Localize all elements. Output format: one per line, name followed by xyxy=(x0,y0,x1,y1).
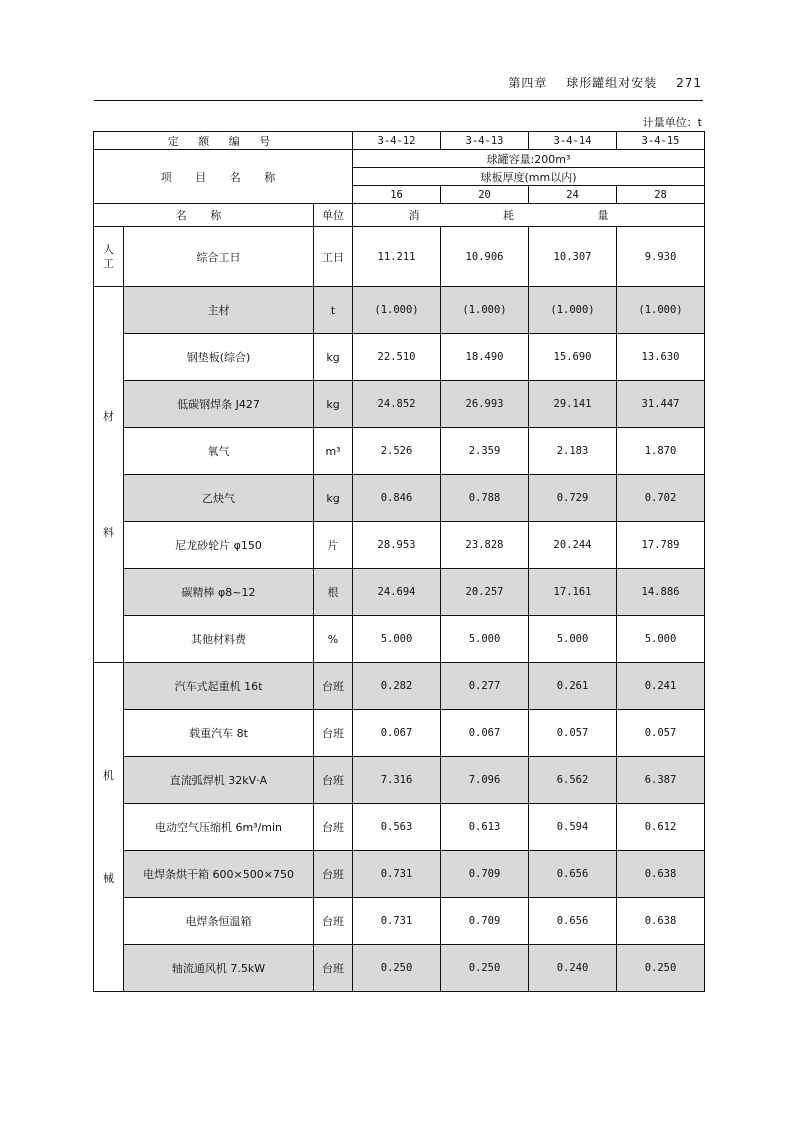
item-name: 直流弧焊机 32kV·A xyxy=(124,757,314,804)
consumption-value: 10.307 xyxy=(529,227,617,287)
consumption-value: 5.000 xyxy=(441,616,529,663)
machinery-row xyxy=(94,898,705,945)
quota-table xyxy=(93,131,705,992)
capacity-row xyxy=(94,150,705,168)
quota-no-label: 定 额 编 号 xyxy=(94,132,353,150)
consumption-value: 0.067 xyxy=(353,710,441,757)
consumption-value: 0.241 xyxy=(617,663,705,710)
consumption-value: 1.870 xyxy=(617,428,705,475)
item-unit: t xyxy=(314,287,353,334)
consumption-value: 0.612 xyxy=(617,804,705,851)
consumption-value: 7.096 xyxy=(441,757,529,804)
thickness-value: 16 xyxy=(353,186,441,204)
consumption-value: (1.000) xyxy=(529,287,617,334)
unit-column-header: 单位 xyxy=(314,204,353,227)
quota-code-row xyxy=(94,132,705,150)
consumption-value: 24.694 xyxy=(353,569,441,616)
thickness-value: 28 xyxy=(617,186,705,204)
consumption-value: 5.000 xyxy=(529,616,617,663)
consumption-value: 0.709 xyxy=(441,898,529,945)
item-name: 载重汽车 8t xyxy=(124,710,314,757)
item-name: 综合工日 xyxy=(124,227,314,287)
materials-row xyxy=(94,428,705,475)
item-name: 电动空气压缩机 6m³/min xyxy=(124,804,314,851)
machinery-row xyxy=(94,851,705,898)
consumption-value: 0.250 xyxy=(617,945,705,992)
machinery-row xyxy=(94,757,705,804)
consumption-value: 0.846 xyxy=(353,475,441,522)
item-name: 汽车式起重机 16t xyxy=(124,663,314,710)
consumption-value: 0.277 xyxy=(441,663,529,710)
chapter-label: 第四章 xyxy=(508,76,548,90)
quota-code: 3-4-14 xyxy=(529,132,617,150)
consumption-value: 0.638 xyxy=(617,851,705,898)
consumption-value: 0.282 xyxy=(353,663,441,710)
item-unit: 片 xyxy=(314,522,353,569)
category-char: 工 xyxy=(103,256,114,270)
header-rule xyxy=(94,100,703,101)
item-unit: 台班 xyxy=(314,757,353,804)
labor-category-label xyxy=(94,227,124,287)
consumption-value: 0.656 xyxy=(529,898,617,945)
column-header-row xyxy=(94,204,705,227)
consumption-value: 9.930 xyxy=(617,227,705,287)
capacity-label: 球罐容量:200m³ xyxy=(353,150,705,168)
item-name: 乙炔气 xyxy=(124,475,314,522)
consumption-value: 0.250 xyxy=(441,945,529,992)
item-unit: 台班 xyxy=(314,804,353,851)
consumption-value: 2.526 xyxy=(353,428,441,475)
unit-note: 计量单位：t xyxy=(642,116,702,129)
category-char: 械 xyxy=(103,872,114,886)
consumption-value: 5.000 xyxy=(617,616,705,663)
consumption-value: 28.953 xyxy=(353,522,441,569)
item-unit: kg xyxy=(314,475,353,522)
materials-row xyxy=(94,381,705,428)
machinery-row xyxy=(94,663,705,710)
item-name: 氧气 xyxy=(124,428,314,475)
machinery-row xyxy=(94,945,705,992)
consumption-value: 2.359 xyxy=(441,428,529,475)
materials-category-label xyxy=(94,287,124,663)
category-char: 机 xyxy=(103,768,114,782)
consumption-value: 26.993 xyxy=(441,381,529,428)
machinery-row xyxy=(94,710,705,757)
consumption-value: 0.261 xyxy=(529,663,617,710)
thickness-label: 球板厚度(mm以内) xyxy=(353,168,705,186)
consumption-value: (1.000) xyxy=(441,287,529,334)
consumption-value: 5.000 xyxy=(353,616,441,663)
consumption-value: 0.067 xyxy=(441,710,529,757)
consumption-value: 24.852 xyxy=(353,381,441,428)
consumption-value: 14.886 xyxy=(617,569,705,616)
category-char: 料 xyxy=(103,526,114,540)
consumption-column-header: 消 耗 量 xyxy=(353,204,705,227)
consumption-value: 6.387 xyxy=(617,757,705,804)
item-name: 其他材料费 xyxy=(124,616,314,663)
item-name-label: 项 目 名 称 xyxy=(94,150,353,204)
materials-row xyxy=(94,569,705,616)
consumption-value: 0.731 xyxy=(353,898,441,945)
item-unit: 台班 xyxy=(314,851,353,898)
thickness-value: 24 xyxy=(529,186,617,204)
consumption-value: 0.731 xyxy=(353,851,441,898)
materials-row xyxy=(94,616,705,663)
name-column-header: 名 称 xyxy=(94,204,314,227)
consumption-value: 17.789 xyxy=(617,522,705,569)
item-unit: 根 xyxy=(314,569,353,616)
item-name: 轴流通风机 7.5kW xyxy=(124,945,314,992)
consumption-value: 0.709 xyxy=(441,851,529,898)
labor-row xyxy=(94,227,705,287)
consumption-value: 15.690 xyxy=(529,334,617,381)
consumption-value: 0.656 xyxy=(529,851,617,898)
materials-row xyxy=(94,522,705,569)
consumption-value: 18.490 xyxy=(441,334,529,381)
consumption-value: 0.563 xyxy=(353,804,441,851)
category-char: 人 xyxy=(103,243,114,257)
consumption-value: 31.447 xyxy=(617,381,705,428)
page-number: 271 xyxy=(676,76,702,90)
consumption-value: 0.729 xyxy=(529,475,617,522)
item-unit: 工日 xyxy=(314,227,353,287)
machinery-category-label xyxy=(94,663,124,992)
consumption-value: 0.250 xyxy=(353,945,441,992)
machinery-row xyxy=(94,804,705,851)
consumption-value: 0.057 xyxy=(529,710,617,757)
consumption-value: 0.788 xyxy=(441,475,529,522)
consumption-value: 0.240 xyxy=(529,945,617,992)
consumption-value: 17.161 xyxy=(529,569,617,616)
item-unit: % xyxy=(314,616,353,663)
consumption-value: 23.828 xyxy=(441,522,529,569)
consumption-value: 0.057 xyxy=(617,710,705,757)
consumption-value: 29.141 xyxy=(529,381,617,428)
quota-code: 3-4-12 xyxy=(353,132,441,150)
item-name: 主材 xyxy=(124,287,314,334)
item-unit: 台班 xyxy=(314,898,353,945)
consumption-value: 0.594 xyxy=(529,804,617,851)
consumption-value: 11.211 xyxy=(353,227,441,287)
chapter-title: 球形罐组对安装 xyxy=(566,76,658,90)
thickness-value: 20 xyxy=(441,186,529,204)
materials-row xyxy=(94,287,705,334)
consumption-value: 6.562 xyxy=(529,757,617,804)
consumption-value: 20.244 xyxy=(529,522,617,569)
item-name: 低碳钢焊条 J427 xyxy=(124,381,314,428)
consumption-value: 10.906 xyxy=(441,227,529,287)
item-name: 碳精棒 φ8~12 xyxy=(124,569,314,616)
consumption-value: (1.000) xyxy=(353,287,441,334)
category-char: 材 xyxy=(103,409,114,423)
consumption-value: 20.257 xyxy=(441,569,529,616)
item-unit: m³ xyxy=(314,428,353,475)
item-unit: 台班 xyxy=(314,945,353,992)
page-header xyxy=(494,74,702,91)
consumption-value: 22.510 xyxy=(353,334,441,381)
consumption-value: 2.183 xyxy=(529,428,617,475)
consumption-value: (1.000) xyxy=(617,287,705,334)
consumption-value: 0.638 xyxy=(617,898,705,945)
item-name: 尼龙砂轮片 φ150 xyxy=(124,522,314,569)
consumption-value: 7.316 xyxy=(353,757,441,804)
quota-code: 3-4-15 xyxy=(617,132,705,150)
consumption-value: 0.613 xyxy=(441,804,529,851)
item-name: 电焊条恒温箱 xyxy=(124,898,314,945)
materials-row xyxy=(94,334,705,381)
materials-row xyxy=(94,475,705,522)
item-name: 电焊条烘干箱 600×500×750 xyxy=(124,851,314,898)
consumption-value: 13.630 xyxy=(617,334,705,381)
item-unit: kg xyxy=(314,334,353,381)
item-unit: kg xyxy=(314,381,353,428)
item-unit: 台班 xyxy=(314,663,353,710)
quota-code: 3-4-13 xyxy=(441,132,529,150)
consumption-value: 0.702 xyxy=(617,475,705,522)
item-name: 钢垫板(综合) xyxy=(124,334,314,381)
item-unit: 台班 xyxy=(314,710,353,757)
